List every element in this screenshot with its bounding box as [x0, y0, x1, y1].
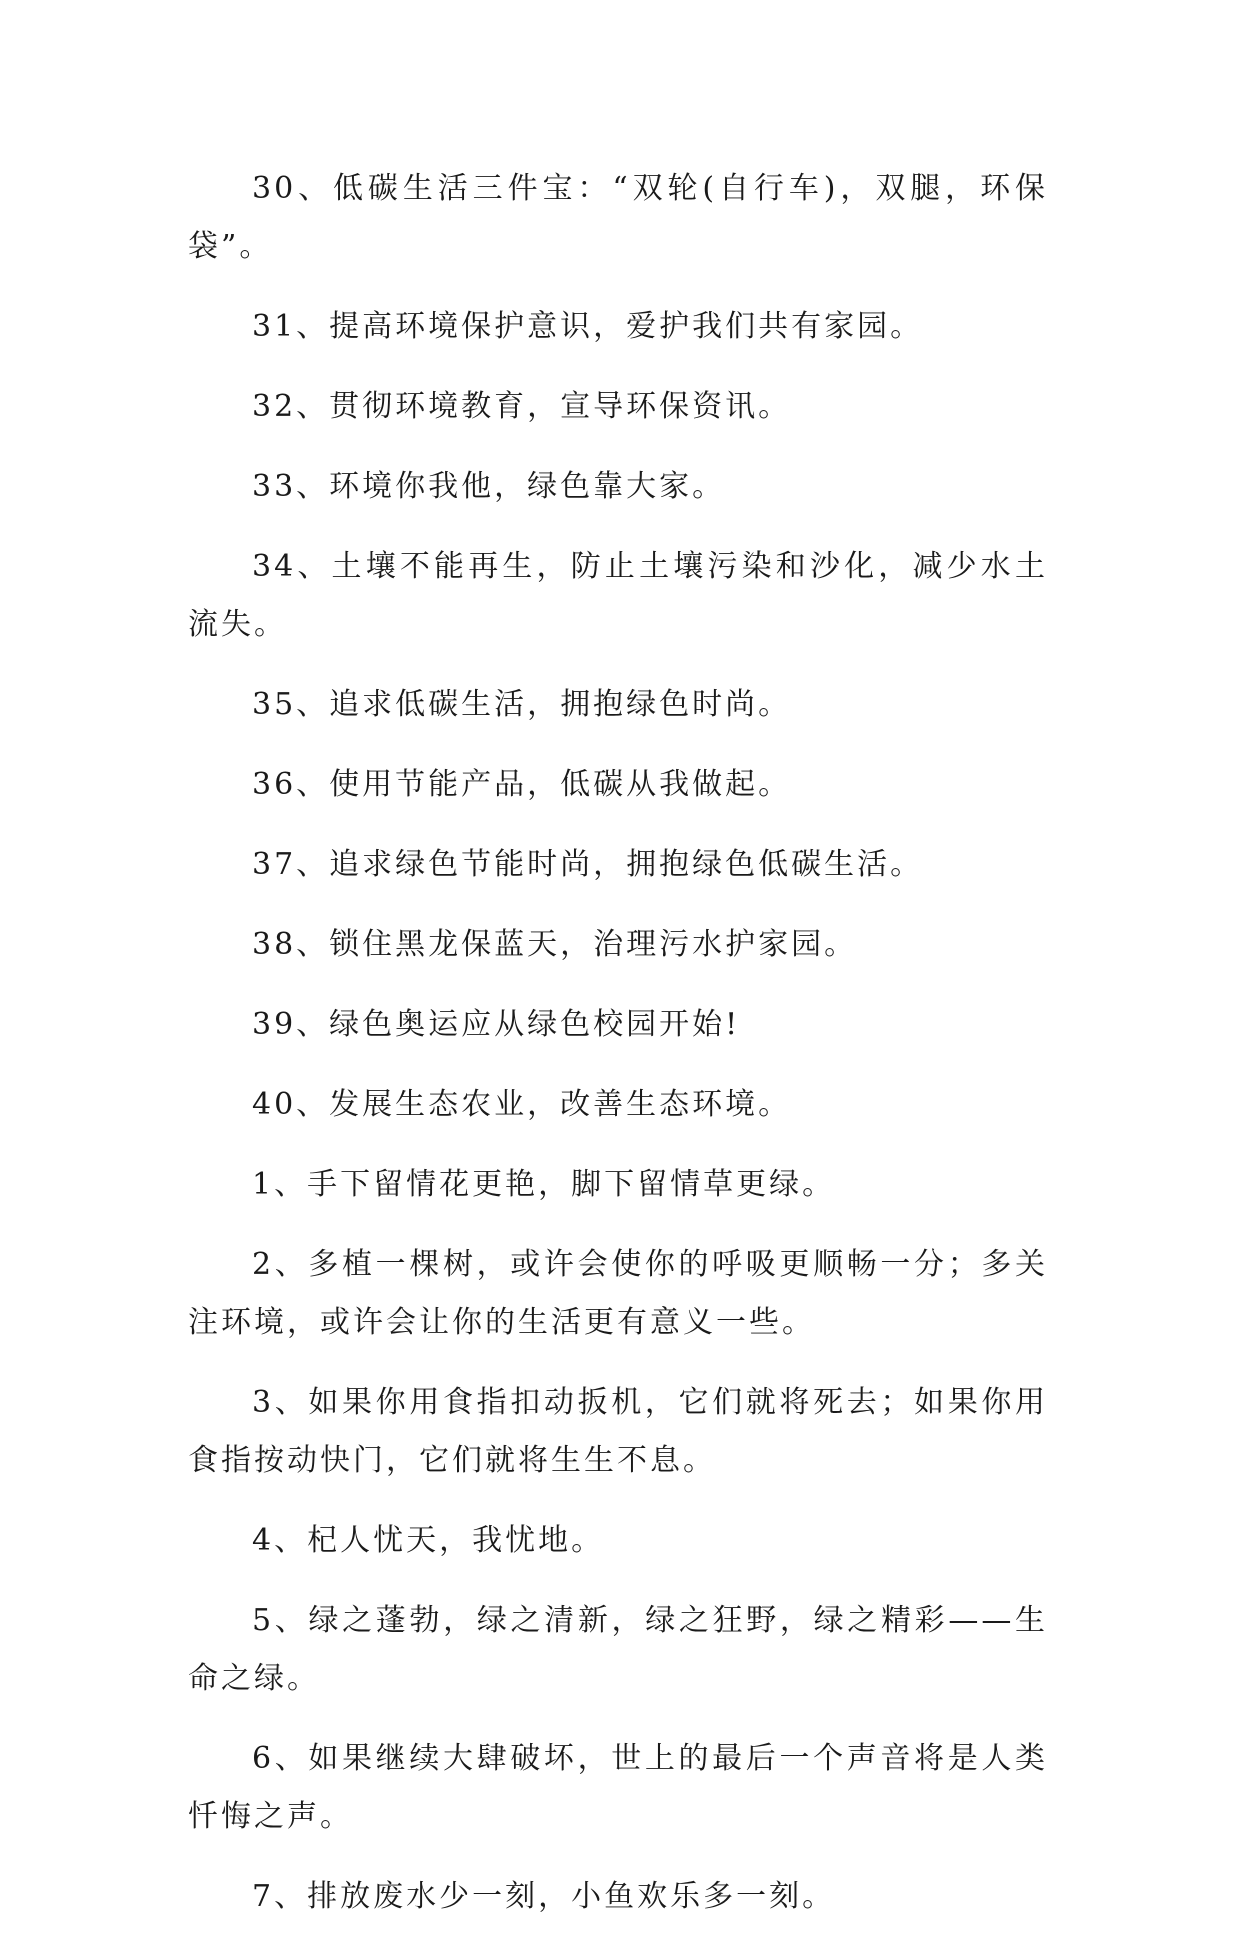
document-body: [188, 160, 1048, 1948]
slogan-31: 31、提高环境保护意识，爱护我们共有家园。: [252, 309, 924, 344]
slogan-34: 34、土壤不能再生，防止土壤污染和沙化，减少水土流失。: [188, 549, 1048, 642]
slogan-6: 6、如果继续大肆破坏，世上的最后一个声音将是人类忏悔之声。: [188, 1741, 1048, 1834]
slogan-35: 35、追求低碳生活，拥抱绿色时尚。: [252, 687, 792, 722]
slogan-33: 33、环境你我他，绿色靠大家。: [252, 469, 726, 504]
slogan-1: 1、手下留情花更艳，脚下留情草更绿。: [252, 1167, 836, 1202]
slogan-3: 3、如果你用食指扣动扳机，它们就将死去；如果你用食指按动快门，它们就将生生不息。: [188, 1385, 1048, 1478]
slogan-37: 37、追求绿色节能时尚，拥抱绿色低碳生活。: [252, 847, 924, 882]
slogan-32: 32、贯彻环境教育，宣导环保资讯。: [252, 389, 792, 424]
slogan-5: 5、绿之蓬勃，绿之清新，绿之狂野，绿之精彩——生命之绿。: [188, 1603, 1048, 1696]
slogan-39: 39、绿色奥运应从绿色校园开始!: [252, 1007, 741, 1042]
slogan-38: 38、锁住黑龙保蓝天，治理污水护家园。: [252, 927, 858, 962]
slogan-30: 30、低碳生活三件宝：“双轮(自行车)，双腿，环保袋”。: [188, 171, 1048, 264]
slogan-4: 4、杞人忧天，我忧地。: [252, 1523, 605, 1558]
slogan-36: 36、使用节能产品，低碳从我做起。: [252, 767, 792, 802]
slogan-2: 2、多植一棵树，或许会使你的呼吸更顺畅一分；多关注环境，或许会让你的生活更有意义一些。: [188, 1247, 1048, 1340]
slogan-7: 7、排放废水少一刻，小鱼欢乐多一刻。: [252, 1879, 836, 1914]
slogan-40: 40、发展生态农业，改善生态环境。: [252, 1087, 792, 1122]
